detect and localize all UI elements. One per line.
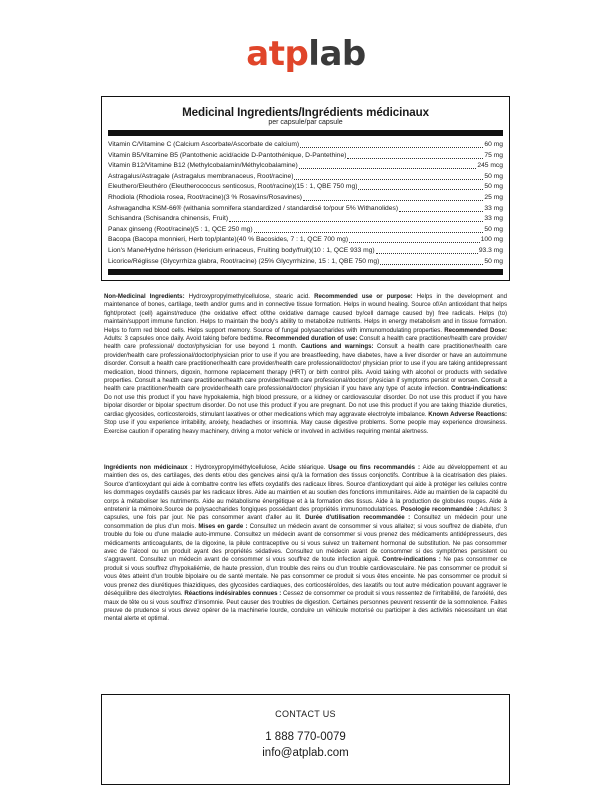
ingredient-amount: 50 mg (484, 183, 503, 191)
brand-logo (0, 34, 612, 74)
use-label-fr: Usage ou fins recommandés : (328, 464, 421, 471)
dot-leader (303, 200, 483, 201)
contact-phone: 1 888 770-0079 (265, 731, 346, 743)
ingredient-amount: 100 mg (480, 236, 503, 244)
ingredient-row (108, 225, 503, 236)
ingredient-name: Vitamin B5/Vitamine B5 (Pantothenic acid/acide D-Pantothénique, D-Pantethine) (108, 151, 347, 159)
cautions-text-en: Consult a health care practitioner/health care provider/health care professional/doctor/physician prior to use if you are breastfeeding, have diabetes, have a liver disorder or have an autoimmune disorder. Consult a health care practitioner/health care provider/health care professional/doctor/ physician prior to use if you are taking antidepressant medication, blood thinners, digoxin, hormone replacement therapy (HRT) or birth control pills. Avoid taking with alcohol or products with sedative properties. Consult a health care practitioner/health care provider/health care professional/doctor/ physician if symptoms persist or worsen. Consult a health care practitioner/health care provider/health care professional/doctor/ physician if you have any type of acute infection. (104, 343, 507, 393)
dot-leader (376, 253, 478, 254)
ingredient-name: Rhodiola (Rhodiola rosea, Root/racine)(3 % Rosavins/Rosavines) (108, 193, 303, 201)
english-info-block (104, 293, 507, 436)
ingredient-name: Bacopa (Bacopa monnieri, Herb top/plante)(40 % Bacosides, 7 : 1, QCE 700 mg) (108, 236, 349, 244)
ingredient-name: Astragalus/Astragale (Astragalus membranaceus, Root/racine) (108, 172, 294, 180)
contra-text-fr: Ne pas consommer ce produit si vous souffrez d'hypokaliémie, de haute pression, d'un trouble des reins ou d'un trouble cardiovasculaire. Ne pas consommer ce produit si vous êtes atteint d'un trouble bipolaire ou de santé mentale. Ne pas consommer ce produit si vous êtes enceinte. Ne pas consommer ce produit si vous prenez des diurétiques thiazidiques, des glycosides cardiaques, des corticostéroïdes, des laxatifs ou tout autre médication pouvant aggraver le déséquilibre des électrolytes. (104, 556, 508, 598)
ingredient-name: Panax ginseng (Root/racine)(5 : 1, QCE 250 mg) (108, 225, 253, 233)
divider-bottom (108, 269, 503, 275)
dose-label-fr: Posologie recommandée : (400, 506, 478, 514)
ingredient-row (108, 151, 503, 162)
dot-leader (300, 147, 483, 148)
ingredient-amount: 245 mcg (477, 162, 503, 170)
adverse-text-fr: Cessez de consommer ce produit si vous ressentez de l'irritabilité, de l'anxiété, des maux de tête ou si vous souffrez d'insomnie. Peut causer des troubles de digestion. Certaines personnes peuvent ressentir de la somnolence. Faites preuve de prudence si vous devez opérer de la machinerie lourde, conduire un véhicule motorisé ou participer à des activités nécessitant un état mental alerte et optimal. (104, 590, 508, 623)
contact-title: CONTACT US (275, 709, 336, 719)
contra-label-fr: Contre-indications : (382, 556, 441, 564)
contra-label-en: Contra-indications: (451, 385, 507, 393)
nmi-label-fr: Ingrédients non médicinaux : (104, 464, 193, 471)
divider-thick (108, 130, 503, 136)
dot-leader (254, 232, 484, 233)
use-text-en: Helps in the development and maintenance of bones, cartilage, teeth and/or gums and in connective tissue formation. Helps in wound healing. Source of/An antioxidant that helps fight/protect (cell) against/reduce (the oxidative effect of/the oxidative damage caused by/cell damage caused by) free radicals. Helps (to) maintain/support immune function. Helps to maintain the body's ability to metabolize nutrients. Helps in energy metabolism and in tissue formation. Helps to form red blood cells. Helps support memory. Source of fungal polysaccharides with immunomodulating properties. (104, 293, 507, 334)
ingredient-amount: 33 mg (484, 215, 503, 223)
ingredient-amount: 75 mg (484, 151, 503, 159)
contra-text-en: Do not use this product if you have hypokalemia, high blood pressure, or a kidney or cardiovascular disorder. Do not use this product if you have bipolar disorder or bipolar spectrum disorder. Do not use this product if you are pregnant. Do not use this product if you are taking thiazide diuretics, cardiac glycosides, corticosteroids, stimulant laxatives or other medications which may aggravate electrolyte imbalance. (104, 393, 507, 418)
cautions-label-en: Cautions and warnings: (300, 343, 374, 351)
dot-leader (229, 221, 483, 222)
ingredient-amount: 60 mg (484, 141, 503, 148)
ingredient-row (108, 235, 503, 246)
ingredient-list (108, 140, 503, 267)
ingredient-row (108, 161, 503, 172)
ingredient-row (108, 257, 503, 268)
contact-box (101, 694, 510, 785)
ingredient-amount: 33 mg (484, 204, 503, 212)
panel-title: Medicinal Ingredients/Ingrédients médicinaux (182, 106, 429, 119)
nmi-label-en: Non-Medicinal Ingredients: (104, 293, 185, 300)
ingredient-name: Vitamin B12/Vitamine B12 (Methylcobalamin/Méthylcobalamine) (108, 162, 298, 170)
ingredient-amount: 50 mg (484, 257, 503, 265)
use-text-fr: Aide au développement et au maintien des os, des cartilages, des dents et/ou des gencives ainsi qu'à la formation des tissus conjonctifs. Contribue à la cicatrisation des plaies. Source d'antioxydant qui aide à combattre contre les effets oxydatifs des radicaux libres. Source d'antioxydant qui aide à protéger les cellules contre les dommages oxydatifs causés par les radicaux libres. Aide au maintien et au soutien des fonctions immunitaires. Aide au maintien de la capacité du corps à métaboliser les nutriments. Aide au métabolisme énergétique et à la formation des tissus. Aide à la production de globules rouges. Aide à entretenir la mémoire.Source de polysaccharides fongiques possédant des propriétés immunomodulatrices. (104, 464, 507, 514)
ingredient-row (108, 204, 503, 215)
cautions-text-fr: Consultez un médecin avant de consommer si vous allaitez; si vous souffrez de diabète, d'un trouble du foie ou d'une maladie auto-immune. Consultez un médecin avant de consommer si vous prenez des médicaments antidépresseurs, des médicaments anticoagulants, de la digoxine, la pilule contraceptive ou si vous suivez un traitement hormonal de substitution. Ne pas consommer avec de l'alcool ou un produit ayant des propriétés sédatives. Consultez un médecin avant de consommer si des symptômes persistent ou s'aggravent. Consultez un médecin avant de consommer si vous souffrez de toute infection aiguë. (104, 522, 507, 564)
panel-subtitle: per capsule/par capsule (268, 119, 343, 126)
use-label-en: Recommended use or purpose: (314, 293, 413, 300)
duration-text-en: Consult a health care practitioner/health care provider/ health care professional/ doctor/physician for use beyond 1 month. (104, 335, 507, 351)
dot-leader (399, 211, 483, 212)
medicinal-ingredients-panel (101, 96, 510, 281)
ingredient-name: Vitamin C/Vitamine C (Calcium Ascorbate/Ascorbate de calcium) (108, 141, 300, 148)
dot-leader (358, 189, 483, 190)
nmi-text-en: Hydroxypropylmethylcellulose, stearic acid. (184, 293, 315, 300)
duration-label-en: Recommended duration of use: (265, 335, 358, 343)
dot-leader (347, 158, 483, 159)
dose-label-en: Recommended Dose: (444, 326, 507, 334)
dot-leader (380, 264, 483, 265)
ingredient-amount: 50 mg (484, 172, 503, 180)
brand-logo-part2: lab (308, 34, 366, 74)
ingredient-name: Ashwagandha KSM-66® (withania somnifera standardized / standardisé to/pour 5% Withanolides) (108, 204, 399, 212)
ingredient-name: Lion's Mane/Hydne hérisson (Hericium erinaceus, Fruiting body/fruit)(10 : 1, QCE 933 mg) (108, 246, 375, 254)
dot-leader (349, 242, 480, 243)
dot-leader (294, 179, 483, 180)
ingredient-row (108, 246, 503, 257)
nmi-text-fr: Hydroxypropylméthylcellulose, Acide stéarique. (192, 464, 329, 471)
contact-email: info@atplab.com (262, 747, 349, 759)
duration-text-fr: Consultez un médecin pour une consommation de plus d'un mois. (104, 514, 507, 530)
ingredient-amount: 93.3 mg (478, 246, 503, 254)
ingredient-row (108, 172, 503, 183)
ingredient-row (108, 182, 503, 193)
dose-text-fr: Adultes: 3 capsules, une fois par jour. Ne pas consommer avant d'aller au lit. (104, 506, 507, 522)
ingredient-row (108, 140, 503, 151)
ingredient-name: Eleuthero/Eleuthéro (Eleutherococcus senticosus, Root/racine)(15 : 1, QBE 750 mg) (108, 183, 358, 191)
ingredient-row (108, 193, 503, 204)
ingredient-name: Licorice/Réglisse (Glycyrrhiza glabra, Root/racine) (25% Glycyrrhizine, 15 : 1, QBE 750 mg) (108, 257, 380, 265)
ingredient-amount: 50 mg (484, 225, 503, 233)
ingredient-row (108, 214, 503, 225)
french-info-block (104, 464, 507, 624)
ingredient-name: Schisandra (Schisandra chinensis, Fruit) (108, 215, 229, 223)
ingredient-amount: 25 mg (484, 193, 503, 201)
adverse-label-en: Known Adverse Reactions: (428, 410, 507, 418)
dot-leader (299, 168, 477, 169)
adverse-text-en: Stop use if you experience irritability, anxiety, headaches or insomnia. May cause digestive problems. Some people may experience drowsiness. Exercise caution if operating heavy machinery, driving a motor vehicle or involved in activities requiring mental alertness. (104, 419, 507, 435)
dose-text-en: Adults: 3 capsules once daily. Avoid taking before bedtime. (104, 335, 266, 343)
cautions-label-fr: Mises en garde : (198, 522, 248, 530)
adverse-label-fr: Réactions indésirables connues : (184, 590, 282, 598)
brand-logo-part1: atp (246, 34, 309, 74)
duration-label-fr: Durée d'utilisation recommandée : (305, 514, 411, 522)
